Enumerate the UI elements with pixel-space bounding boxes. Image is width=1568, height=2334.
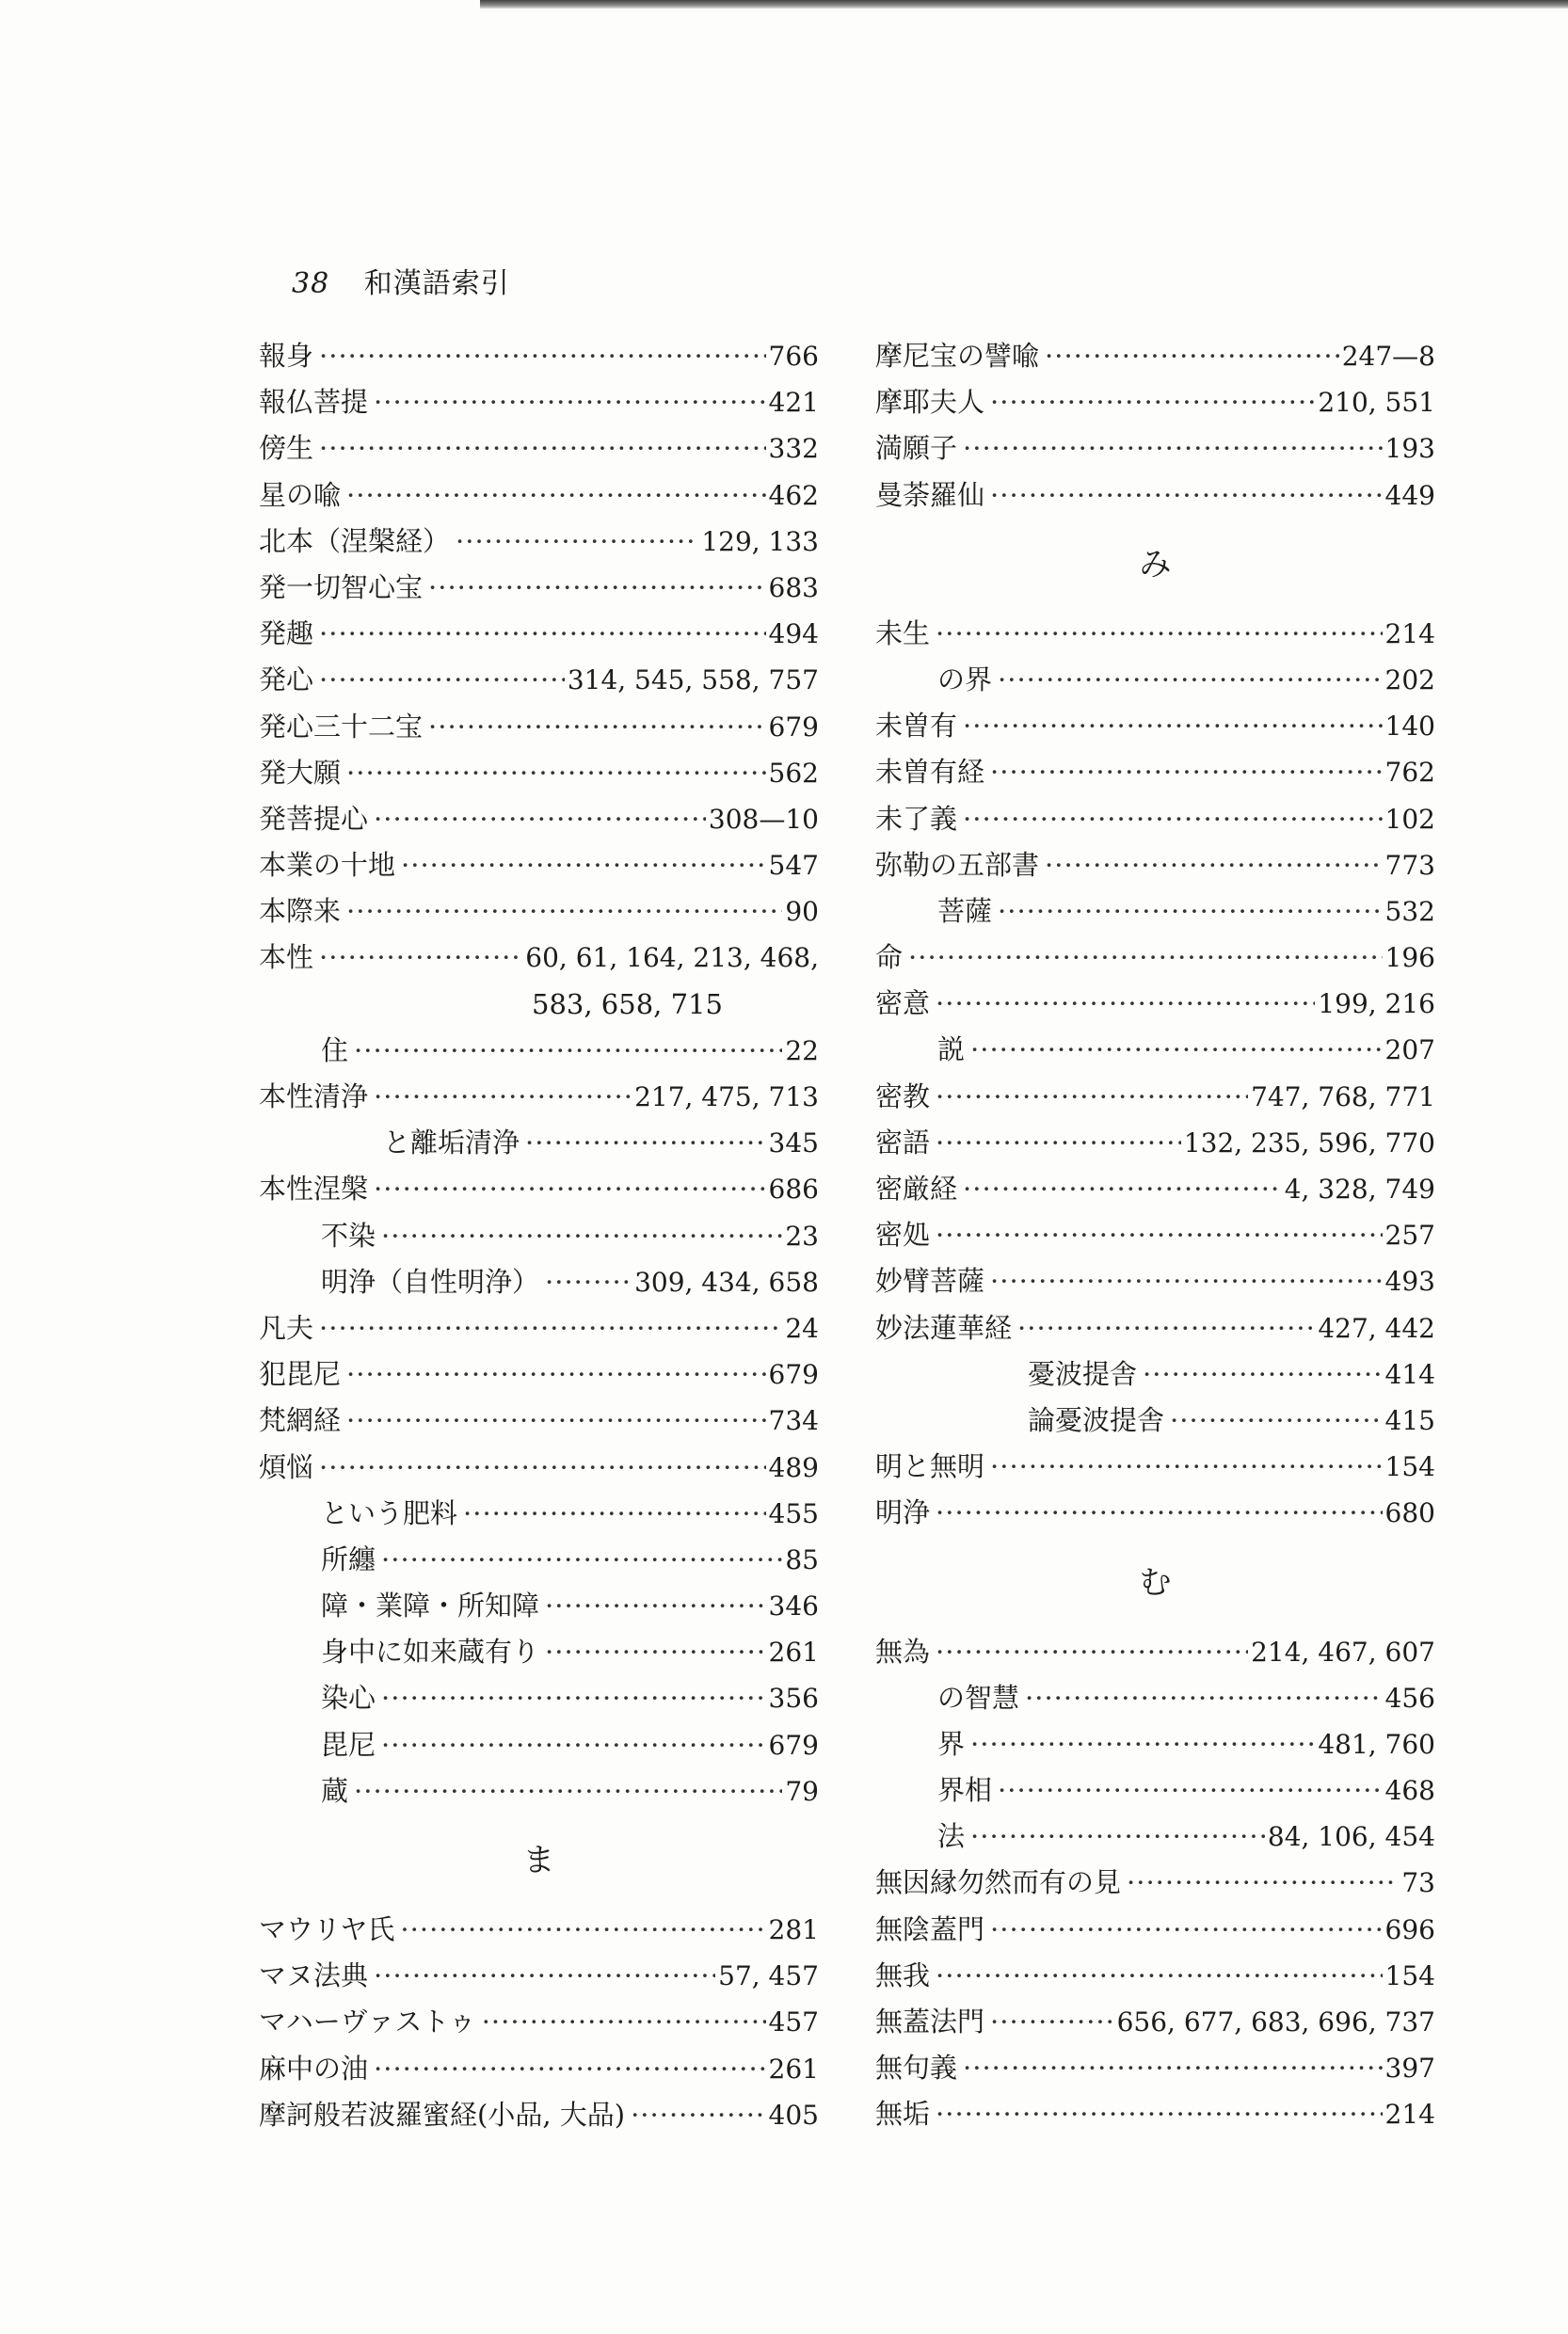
- dot-leader: [936, 1490, 1383, 1536]
- entry-pages: 547: [768, 850, 819, 882]
- index-entry: [875, 1305, 1435, 1351]
- entry-pages: 257: [1384, 1220, 1435, 1252]
- dot-leader: [354, 1028, 782, 1074]
- entry-term: 煩悩: [259, 1450, 314, 1483]
- index-entry: [875, 1212, 1435, 1258]
- entry-term: 報身: [259, 340, 314, 372]
- entry-term: 曼荼羅仙: [875, 478, 985, 511]
- entry-term: 未生: [875, 616, 931, 649]
- dot-leader: [1017, 1305, 1315, 1351]
- entry-pages: 102: [1384, 803, 1435, 835]
- index-entry: [259, 1028, 819, 1074]
- entry-term: 不染: [321, 1219, 376, 1252]
- entry-pages: 309, 434, 658: [634, 1266, 819, 1298]
- entry-term: と離垢清浄: [383, 1127, 520, 1159]
- index-entry: [259, 750, 819, 796]
- dot-leader: [456, 519, 698, 565]
- dot-leader: [1143, 1351, 1383, 1398]
- dot-leader: [346, 472, 766, 519]
- entry-term: 発菩提心: [259, 802, 369, 835]
- index-entry: [875, 1767, 1435, 1814]
- entry-term: 菩薩: [937, 894, 993, 927]
- dot-leader: [963, 425, 1383, 472]
- dot-leader: [346, 888, 782, 935]
- dot-leader: [963, 703, 1383, 749]
- index-entry: [259, 1351, 819, 1398]
- entry-term: 発大願: [259, 756, 342, 789]
- entry-pages: 421: [768, 387, 819, 419]
- index-entry: [259, 1305, 819, 1351]
- dot-leader: [990, 472, 1383, 519]
- index-entry: [875, 1629, 1435, 1675]
- index-entry: [259, 1722, 819, 1768]
- entry-pages: 261: [768, 1637, 819, 1669]
- dot-leader: [1045, 842, 1383, 888]
- index-entry: [875, 1953, 1435, 1999]
- entry-pages: 207: [1384, 1034, 1435, 1066]
- index-entry: [875, 2091, 1435, 2137]
- entry-term: 発一切智心宝: [259, 570, 424, 603]
- entry-term: 本際来: [259, 895, 342, 928]
- entry-pages: 214, 467, 607: [1251, 1636, 1435, 1668]
- dot-leader: [319, 1305, 782, 1351]
- entry-pages: 129, 133: [701, 525, 819, 557]
- dot-leader: [970, 1814, 1265, 1860]
- entry-term: 毘尼: [321, 1728, 376, 1761]
- entry-term: マハーヴァストゥ: [259, 2006, 476, 2038]
- entry-pages: 462: [768, 479, 819, 511]
- entry-term: 未曽有経: [875, 756, 985, 789]
- entry-pages: 332: [768, 433, 819, 465]
- index-entry: [259, 1445, 819, 1491]
- entry-term: 無垢: [875, 2098, 931, 2131]
- entry-pages: 455: [768, 1497, 819, 1529]
- index-entry-continuation: 583, 658, 715: [532, 987, 723, 1020]
- dot-leader: [319, 935, 522, 981]
- index-entry: [259, 379, 819, 425]
- entry-pages: 261: [768, 2053, 819, 2085]
- dot-leader: [346, 1398, 766, 1444]
- dot-leader: [990, 1444, 1383, 1490]
- entry-term: 命: [875, 941, 904, 974]
- dot-leader: [936, 1953, 1383, 1999]
- index-entry: [875, 1907, 1435, 1953]
- dot-leader: [354, 1768, 782, 1814]
- dot-leader: [319, 1445, 766, 1491]
- dot-leader: [545, 1259, 632, 1305]
- entry-term: 身中に如来蔵有り: [321, 1636, 540, 1669]
- index-entry: [259, 935, 819, 981]
- dot-leader: [381, 1722, 766, 1768]
- entry-pages: 696: [1384, 1913, 1435, 1945]
- dot-leader: [545, 1583, 766, 1629]
- index-entry: [259, 519, 819, 565]
- entry-term: 憂波提舎: [1028, 1357, 1138, 1390]
- dot-leader: [374, 796, 706, 842]
- entry-pages: 22: [785, 1034, 819, 1066]
- index-entry: [875, 472, 1435, 519]
- entry-pages: 397: [1384, 2053, 1435, 2085]
- index-entry: [259, 425, 819, 472]
- entry-pages: 60, 61, 164, 213, 468,: [525, 942, 819, 974]
- entry-pages: 773: [1384, 849, 1435, 881]
- entry-term: 明と無明: [875, 1450, 985, 1483]
- entry-term: 明浄: [875, 1496, 931, 1529]
- entry-pages: 247—8: [1341, 341, 1435, 372]
- entry-pages: 202: [1384, 663, 1435, 695]
- entry-term: 蔵: [321, 1774, 349, 1807]
- entry-pages: 481, 760: [1318, 1728, 1435, 1760]
- entry-pages: 456: [1384, 1682, 1435, 1714]
- index-entry: [875, 1166, 1435, 1212]
- left-column: [259, 333, 819, 2138]
- entry-pages: 356: [768, 1683, 819, 1715]
- index-entry: [259, 704, 819, 750]
- entry-term: 界相: [937, 1774, 993, 1807]
- index-entry: [875, 1675, 1435, 1721]
- entry-pages: 23: [785, 1220, 819, 1252]
- entry-term: 凡夫: [259, 1311, 314, 1344]
- entry-term: 無因縁勿然而有の見: [875, 1866, 1122, 1899]
- dot-leader: [936, 1212, 1383, 1258]
- entry-term: 無為: [875, 1635, 931, 1668]
- entry-term: 妙法蓮華経: [875, 1311, 1013, 1344]
- index-entry: [259, 796, 819, 842]
- entry-term: 摩耶夫人: [875, 386, 985, 419]
- entry-term: 所纏: [321, 1543, 376, 1575]
- entry-pages: 493: [1384, 1266, 1435, 1298]
- entry-term: 摩尼宝の譬喩: [875, 340, 1040, 372]
- entry-pages: 79: [785, 1775, 819, 1807]
- dot-leader: [319, 425, 766, 472]
- entry-term: 発趣: [259, 617, 314, 650]
- entry-term: 妙臂菩薩: [875, 1265, 985, 1298]
- dot-leader: [990, 1907, 1383, 1953]
- dot-leader: [998, 888, 1383, 935]
- entry-pages: 85: [785, 1543, 819, 1575]
- dot-leader: [990, 379, 1315, 425]
- index-entry: [875, 611, 1435, 657]
- dot-leader: [346, 1351, 766, 1398]
- index-entry: [259, 1259, 819, 1305]
- dot-leader: [936, 981, 1315, 1027]
- entry-term: 無蓋法門: [875, 2006, 985, 2038]
- index-entry: [259, 565, 819, 611]
- scan-edge: [480, 0, 1568, 8]
- index-entry: [875, 749, 1435, 795]
- page-title: 和漢語索引: [363, 267, 510, 300]
- entry-term: 法: [937, 1820, 966, 1853]
- dot-leader: [428, 704, 766, 750]
- entry-pages: 656, 677, 683, 696, 737: [1116, 2006, 1435, 2038]
- entry-term: 密語: [875, 1126, 931, 1159]
- index-entry: [875, 1351, 1435, 1398]
- index-entry: [259, 472, 819, 519]
- entry-term: 本性: [259, 941, 314, 974]
- index-entry: [875, 703, 1435, 749]
- entry-pages: 532: [1384, 895, 1435, 927]
- index-entry: [875, 888, 1435, 935]
- index-entry: [259, 1120, 819, 1166]
- dot-leader: [1045, 333, 1339, 379]
- entry-pages: 415: [1384, 1404, 1435, 1436]
- entry-pages: 679: [768, 1359, 819, 1391]
- dot-leader: [374, 1953, 715, 1999]
- dot-leader: [463, 1491, 766, 1537]
- entry-term: 麻中の油: [259, 2052, 369, 2085]
- dot-leader: [400, 1907, 765, 1953]
- entry-term: 本業の十地: [259, 849, 396, 882]
- entry-pages: 680: [1384, 1497, 1435, 1529]
- entry-pages: 57, 457: [718, 1960, 819, 1992]
- dot-leader: [970, 1027, 1383, 1073]
- index-entry: [259, 611, 819, 657]
- entry-pages: 683: [768, 571, 819, 603]
- entry-term: 星の喩: [259, 478, 342, 511]
- entry-pages: 489: [768, 1451, 819, 1483]
- index-entry: [259, 2092, 819, 2138]
- entry-term: 弥勒の五部書: [875, 848, 1040, 881]
- entry-term: 密厳経: [875, 1173, 958, 1205]
- index-entry: [875, 1444, 1435, 1490]
- dot-leader: [319, 611, 766, 657]
- index-entry: [875, 1860, 1435, 1906]
- index-entry: [875, 1074, 1435, 1120]
- entry-pages: 140: [1384, 711, 1435, 743]
- index-entry: [875, 657, 1435, 703]
- entry-pages: 762: [1384, 757, 1435, 789]
- index-entry: [875, 1814, 1435, 1860]
- index-entry: [259, 888, 819, 935]
- page-number: 38: [292, 267, 330, 300]
- entry-term: 未曽有: [875, 710, 958, 743]
- entry-term: 梵網経: [259, 1404, 342, 1437]
- index-entry: [875, 333, 1435, 379]
- entry-term: 染心: [321, 1682, 376, 1715]
- dot-leader: [990, 1999, 1114, 2045]
- entry-pages: 84, 106, 454: [1267, 1821, 1435, 1853]
- entry-pages: 90: [785, 896, 819, 928]
- entry-term: 密処: [875, 1219, 931, 1252]
- entry-term: の智慧: [937, 1681, 1020, 1714]
- section-heading: み: [1139, 545, 1172, 584]
- dot-leader: [381, 1213, 782, 1259]
- index-entry: [875, 1999, 1435, 2045]
- entry-term: 傍生: [259, 432, 314, 465]
- entry-pages: 308—10: [708, 803, 819, 835]
- dot-leader: [525, 1120, 766, 1166]
- index-entry: [259, 1537, 819, 1583]
- dot-leader: [990, 749, 1383, 795]
- index-entry: [875, 1398, 1435, 1444]
- entry-pages: 457: [768, 2006, 819, 2038]
- index-entry: [875, 796, 1435, 842]
- section-heading: ま: [522, 1842, 555, 1879]
- dot-leader: [963, 796, 1383, 842]
- entry-pages: 747, 768, 771: [1251, 1080, 1435, 1112]
- dot-leader: [936, 1120, 1181, 1166]
- entry-pages: 24: [785, 1312, 819, 1344]
- dot-leader: [936, 1629, 1248, 1675]
- entry-pages: 766: [768, 341, 819, 372]
- entry-pages: 449: [1384, 479, 1435, 511]
- dot-leader: [545, 1629, 766, 1675]
- entry-pages: 214: [1384, 2099, 1435, 2131]
- entry-term: 説: [937, 1033, 966, 1066]
- entry-pages: 427, 442: [1318, 1312, 1435, 1344]
- entry-term: 未了義: [875, 802, 958, 835]
- index-entry: [875, 1027, 1435, 1073]
- entry-term: 障・業障・所知障: [321, 1590, 540, 1623]
- entry-pages: 196: [1384, 942, 1435, 974]
- dot-leader: [381, 1675, 766, 1721]
- entry-pages: 154: [1384, 1959, 1435, 1991]
- dot-leader: [319, 657, 565, 703]
- entry-term: 本性清浄: [259, 1080, 369, 1112]
- entry-pages: 193: [1384, 433, 1435, 465]
- entry-term: 論憂波提舎: [1028, 1403, 1165, 1436]
- index-entry: [875, 981, 1435, 1027]
- entry-pages: 494: [768, 618, 819, 650]
- entry-term: という肥料: [321, 1496, 458, 1529]
- entry-pages: 679: [768, 1729, 819, 1761]
- entry-pages: 686: [768, 1174, 819, 1206]
- entry-pages: 346: [768, 1591, 819, 1623]
- entry-term: 満願子: [875, 432, 958, 465]
- entry-pages: 281: [768, 1914, 819, 1945]
- entry-pages: 132, 235, 596, 770: [1183, 1127, 1435, 1159]
- index-entry: [259, 1629, 819, 1675]
- entry-term: 密意: [875, 987, 931, 1020]
- index-entry: [259, 1768, 819, 1814]
- entry-term: 明浄（自性明浄）: [321, 1265, 540, 1298]
- entry-pages: 414: [1384, 1358, 1435, 1390]
- entry-term: の界: [937, 663, 993, 695]
- entry-pages: 734: [768, 1405, 819, 1437]
- entry-term: 密教: [875, 1079, 931, 1112]
- entry-pages: 4, 328, 749: [1284, 1174, 1435, 1205]
- entry-pages: 679: [768, 711, 819, 743]
- dot-leader: [936, 2091, 1383, 2137]
- dot-leader: [963, 1166, 1282, 1212]
- index-entry: [259, 1213, 819, 1259]
- index-entry: [259, 657, 819, 703]
- entry-term: 発心三十二宝: [259, 710, 424, 743]
- entry-term: 本性涅槃: [259, 1173, 369, 1206]
- dot-leader: [936, 1074, 1248, 1120]
- index-entry: [259, 1398, 819, 1444]
- index-entry: [875, 1721, 1435, 1767]
- entry-pages: 468: [1384, 1775, 1435, 1807]
- index-entry: [259, 1166, 819, 1212]
- index-entry: [875, 425, 1435, 472]
- dot-leader: [482, 1999, 766, 2045]
- index-entry: [259, 1675, 819, 1721]
- index-entry: [259, 1491, 819, 1537]
- index-entry: [875, 1120, 1435, 1166]
- dot-leader: [998, 657, 1383, 703]
- dot-leader: [990, 1258, 1383, 1304]
- dot-leader: [631, 2092, 765, 2138]
- entry-term: 無陰蓋門: [875, 1912, 985, 1945]
- index-entry: [875, 935, 1435, 981]
- entry-pages: 217, 475, 713: [634, 1081, 819, 1112]
- dot-leader: [381, 1537, 782, 1583]
- entry-pages: 210, 551: [1318, 387, 1435, 419]
- entry-pages: 73: [1401, 1867, 1435, 1899]
- index-entry: [259, 1953, 819, 1999]
- entry-term: 北本（涅槃経）: [259, 524, 451, 557]
- dot-leader: [374, 1074, 632, 1120]
- entry-pages: 199, 216: [1318, 988, 1435, 1020]
- entry-pages: 214: [1384, 617, 1435, 649]
- index-entry: [259, 842, 819, 888]
- dot-leader: [346, 750, 766, 796]
- index-entry: [875, 842, 1435, 888]
- entry-term: 界: [937, 1727, 966, 1760]
- entry-term: 発心: [259, 663, 314, 696]
- entry-pages: 154: [1384, 1451, 1435, 1483]
- right-column: [875, 333, 1435, 2138]
- index-entry: [875, 379, 1435, 425]
- index-entry: [259, 1999, 819, 2045]
- entry-term: 摩訶般若波羅蜜経(小品, 大品): [259, 2098, 626, 2131]
- index-entry: [875, 1258, 1435, 1304]
- dot-leader: [936, 611, 1383, 657]
- dot-leader: [374, 379, 766, 425]
- page-header: [292, 260, 510, 301]
- dot-leader: [319, 333, 766, 379]
- dot-leader: [963, 2045, 1383, 2091]
- index-entry: [259, 1074, 819, 1120]
- entry-pages: 562: [768, 757, 819, 789]
- dot-leader: [1127, 1860, 1399, 1906]
- entry-term: 犯毘尼: [259, 1358, 342, 1391]
- index-entry: [259, 1583, 819, 1629]
- dot-leader: [1025, 1675, 1383, 1721]
- entry-term: 無句義: [875, 2052, 958, 2085]
- dot-leader: [374, 1166, 766, 1212]
- index-entry: [875, 2045, 1435, 2091]
- dot-leader: [1170, 1398, 1383, 1444]
- entry-pages: 314, 545, 558, 757: [567, 664, 819, 696]
- section-heading: む: [1139, 1563, 1172, 1602]
- dot-leader: [908, 935, 1383, 981]
- entry-term: 報仏菩提: [259, 386, 369, 419]
- dot-leader: [998, 1767, 1383, 1814]
- entry-pages: 405: [768, 2099, 819, 2131]
- dot-leader: [374, 2046, 766, 2092]
- index-entry: [259, 2046, 819, 2092]
- entry-term: マヌ法典: [259, 1959, 369, 1992]
- dot-leader: [970, 1721, 1315, 1767]
- entry-term: 無我: [875, 1958, 931, 1991]
- dot-leader: [428, 565, 766, 611]
- index-entry: [875, 1490, 1435, 1536]
- index-entry: [259, 1907, 819, 1953]
- entry-pages: 345: [768, 1127, 819, 1159]
- dot-leader: [401, 842, 766, 888]
- index-entry: [259, 333, 819, 379]
- entry-term: 住: [321, 1033, 349, 1066]
- entry-term: マウリヤ氏: [259, 1913, 395, 1945]
